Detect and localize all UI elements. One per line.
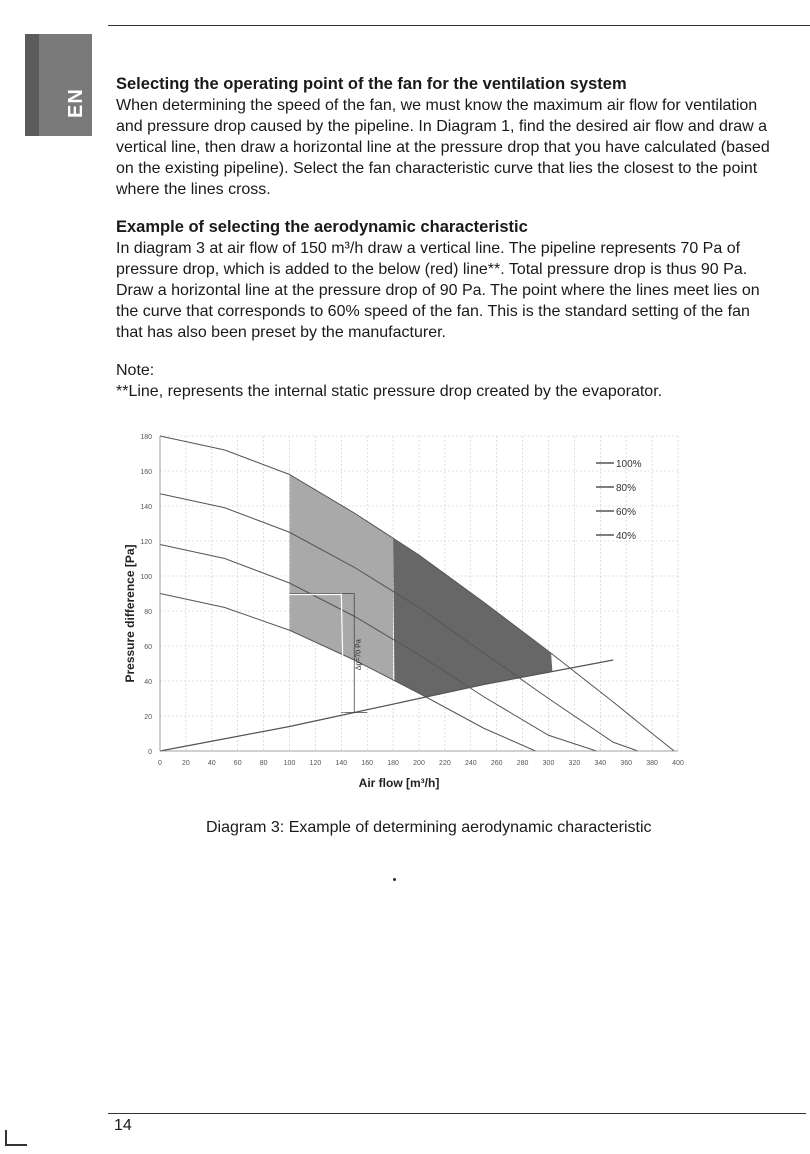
x-tick-label: 0: [158, 760, 162, 767]
note-label: Note:: [116, 362, 155, 379]
y-tick-label: 0: [148, 749, 152, 756]
section-body-operating-point: When determining the speed of the fan, we must know the maximum air flow for ventilation and pressure drop caused by the pipeline. In Diagram 1, find the desired air flow and draw a vertical line, then draw a horizontal line at the pressure drop that you have calculated (based on the existing pipeline). Select the fan characteristic curve that lies the closest to the point where the lines cross.: [116, 97, 770, 198]
y-tick-label: 60: [144, 644, 152, 651]
x-tick-label: 300: [542, 760, 555, 767]
x-tick-label: 240: [464, 760, 477, 767]
crop-mark: [5, 1130, 27, 1146]
language-code: EN: [65, 88, 87, 118]
y-tick-label: 180: [140, 434, 152, 441]
y-axis-title: Pressure difference [Pa]: [123, 544, 137, 683]
x-tick-label: 340: [594, 760, 607, 767]
y-tick-label: 140: [140, 504, 152, 511]
operating-region-dark: [393, 538, 552, 697]
legend-entry: 100%: [616, 459, 642, 470]
y-tick-label: 40: [144, 679, 152, 686]
y-tick-label: 80: [144, 609, 152, 616]
x-tick-label: 20: [182, 760, 190, 767]
header-rule: [108, 25, 810, 26]
y-tick-label: 100: [140, 574, 152, 581]
legend-entry: 80%: [616, 483, 637, 494]
section-heading-example: Example of selecting the aerodynamic characteristic: [116, 218, 528, 236]
tab-edge: [25, 34, 39, 136]
legend-entry: 40%: [616, 531, 637, 542]
x-tick-label: 140: [335, 760, 348, 767]
y-tick-label: 120: [140, 539, 152, 546]
y-tick-label: 20: [144, 714, 152, 721]
x-tick-label: 60: [233, 760, 242, 767]
x-tick-label: 400: [672, 760, 684, 767]
x-tick-label: 320: [568, 760, 581, 767]
x-tick-label: 260: [490, 760, 503, 767]
x-tick-label: 120: [309, 760, 322, 767]
stray-dot: [393, 878, 396, 881]
x-tick-label: 280: [516, 760, 529, 767]
pressure-drop-label: Δp=70 Pa: [355, 639, 363, 671]
x-tick-label: 220: [439, 760, 451, 767]
x-tick-label: 200: [413, 760, 425, 767]
x-axis-title: Air flow [m³/h]: [358, 776, 440, 790]
x-tick-label: 360: [620, 760, 633, 767]
footer-rule: [108, 1113, 806, 1114]
diagram-3: [118, 420, 698, 800]
main-content: [116, 74, 776, 402]
section-body-example: In diagram 3 at air flow of 150 m³/h draw a vertical line. The pipeline represents 70 Pa of pressure drop, which is added to the below (red) line**. Total pressure drop is thus 90 Pa. Draw a horizontal line at the pressure drop of 90 Pa. The point where the lines meet lies on the curve that corresponds to 60% speed of the fan. This is the standard setting of the fan that has also been preset by the manufacturer.: [116, 240, 760, 341]
x-tick-label: 160: [361, 760, 374, 767]
x-tick-label: 40: [207, 760, 216, 767]
page-number: 14: [114, 1117, 132, 1134]
legend-entry: 60%: [616, 507, 637, 518]
y-tick-label: 160: [140, 469, 152, 476]
language-tab: [25, 34, 92, 136]
section-heading-operating-point: Selecting the operating point of the fan for the ventilation system: [116, 75, 627, 93]
x-tick-label: 80: [259, 760, 268, 767]
x-tick-label: 180: [387, 760, 399, 767]
fan-characteristic-chart: [118, 420, 698, 800]
figure-caption: Diagram 3: Example of determining aerodynamic characteristic: [206, 819, 652, 836]
x-tick-label: 380: [646, 760, 658, 767]
x-tick-label: 100: [283, 760, 296, 767]
note-text: **Line, represents the internal static pressure drop created by the evaporator.: [116, 383, 663, 400]
